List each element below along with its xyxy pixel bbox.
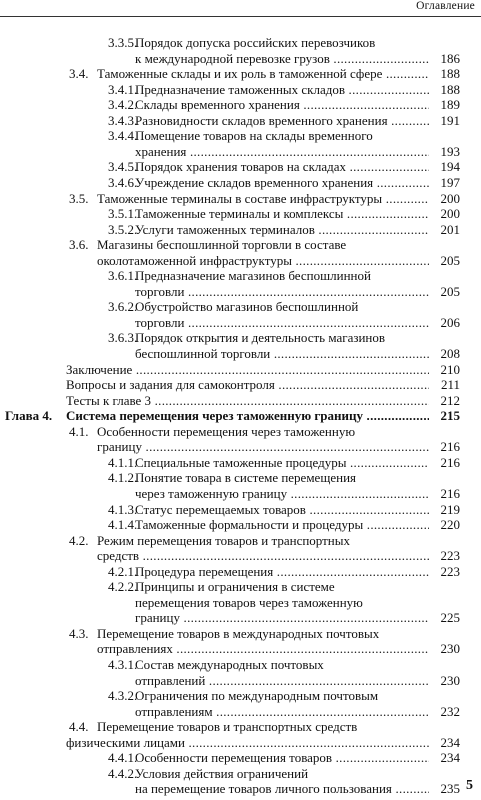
toc-entry xyxy=(0,704,481,720)
toc-entry-number: 3.4.3. xyxy=(108,112,138,128)
toc-entry-page: 210 xyxy=(429,362,460,378)
toc-entry-number: 4.1.3. xyxy=(108,501,138,517)
toc-entry xyxy=(0,191,481,207)
toc-entry xyxy=(0,144,481,160)
toc-entry-page: 191 xyxy=(429,113,460,129)
toc-entry-title: Таможенные формальности и процедуры ..... xyxy=(135,517,430,533)
toc-entry-page: 219 xyxy=(429,502,460,518)
toc-entry-title: Состав международных почтовых xyxy=(135,657,324,672)
toc-entry xyxy=(0,362,481,378)
toc-entry xyxy=(0,315,481,331)
toc-entry xyxy=(0,424,481,440)
toc-entry-number: Глава 4. xyxy=(5,408,53,424)
toc-entry xyxy=(0,626,481,642)
toc-entry xyxy=(0,533,481,549)
toc-entry-number: 4.1.4. xyxy=(108,517,138,533)
toc-entry xyxy=(0,377,481,393)
toc-entry-page: 223 xyxy=(429,564,460,580)
toc-entry-page: 189 xyxy=(429,97,460,113)
toc-entry-page: 215 xyxy=(429,408,460,424)
toc-entry-title: Предназначение таможенных складов ..... xyxy=(135,82,430,98)
toc-entry-page: 201 xyxy=(429,222,460,238)
toc-entry xyxy=(0,673,481,689)
toc-entry xyxy=(0,735,481,751)
toc-entry-title: Система перемещения через таможенную границу ..... xyxy=(66,408,430,424)
toc-entry-title: Особенности перемещения через таможенную xyxy=(97,423,356,439)
toc-entry xyxy=(0,688,481,704)
toc-entry xyxy=(0,284,481,300)
toc-entry-number: 4.3.1. xyxy=(108,657,138,672)
toc-entry-number: 3.4.1. xyxy=(108,81,138,97)
toc-entry-title: отправлениям ..... xyxy=(135,704,430,720)
toc-entry xyxy=(0,159,481,175)
toc-entry xyxy=(0,408,481,424)
toc-entry-page: 223 xyxy=(429,548,460,564)
toc-entry-title: Таможенные терминалы в составе инфраструктуры ..... xyxy=(97,191,430,207)
toc-entry-title: перемещения товаров через таможенную xyxy=(135,594,363,610)
toc-entry-page: 232 xyxy=(429,704,460,720)
toc-entry-title: Склады временного хранения ..... xyxy=(135,97,430,113)
toc-entry-page: 235 xyxy=(429,781,460,797)
toc-entry-page: 188 xyxy=(429,82,460,98)
toc-entry-title: околотаможенной инфраструктуры ..... xyxy=(97,253,430,269)
toc-entry-number: 4.2.1. xyxy=(108,563,138,579)
toc-entry-page: 188 xyxy=(429,66,460,82)
toc-entry-number: 3.4.4. xyxy=(108,128,138,144)
toc-entry-number: 3.5. xyxy=(69,190,89,206)
toc-entry-page: 216 xyxy=(429,486,460,502)
toc-entry xyxy=(0,51,481,67)
toc-entry xyxy=(0,35,481,51)
toc-entry-title: Учреждение складов временного хранения ..... xyxy=(135,175,430,191)
toc-entry-page: 234 xyxy=(429,750,460,766)
toc-entry xyxy=(0,548,481,564)
toc-entry-title: на перемещение товаров личного пользования ..... xyxy=(135,781,430,797)
toc-entry-title: Перемещение товаров и транспортных средств xyxy=(97,719,358,735)
toc-entry xyxy=(0,641,481,657)
toc-entry-number: 3.5.1. xyxy=(108,206,138,222)
toc-entry xyxy=(0,470,481,486)
toc-entry-page: 230 xyxy=(429,673,460,689)
toc-entry-page: 234 xyxy=(429,735,460,751)
toc-entry-title: Режим перемещения товаров и транспортных xyxy=(97,532,350,548)
toc-entry-title: торговли ..... xyxy=(135,315,430,331)
toc-entry-title: Вопросы и задания для самоконтроля ..... xyxy=(66,377,430,393)
toc-entry xyxy=(0,253,481,269)
toc-entry-number: 3.4.2. xyxy=(108,97,138,113)
toc-entry-title: Статус перемещаемых товаров ..... xyxy=(135,502,430,518)
toc-entry-title: Особенности перемещения товаров ..... xyxy=(135,750,430,766)
toc-entry-page: 186 xyxy=(429,51,460,67)
toc-entry-page: 194 xyxy=(429,159,460,175)
toc-entry-page: 205 xyxy=(429,253,460,269)
toc-entry xyxy=(0,486,481,502)
toc-entry-title: через таможенную границу ..... xyxy=(135,486,430,502)
toc-entry xyxy=(0,502,481,518)
toc-entry-number: 3.6. xyxy=(69,237,89,253)
toc-entry-page: 205 xyxy=(429,284,460,300)
toc-entry xyxy=(0,66,481,82)
toc-entry-title: к международной перевозке грузов ..... xyxy=(135,51,430,67)
toc-entry-title: торговли ..... xyxy=(135,284,430,300)
toc-entry xyxy=(0,517,481,533)
toc-entry xyxy=(0,128,481,144)
toc-entry-title: Принципы и ограничения в системе xyxy=(135,579,335,595)
toc-entry-title: Порядок открытия и деятельность магазинов xyxy=(135,330,386,346)
toc-entry xyxy=(0,393,481,409)
toc-entry-number: 4.4.1. xyxy=(108,750,138,766)
toc-entry xyxy=(0,346,481,362)
toc-entry-page: 220 xyxy=(429,517,460,533)
toc-entry-number: 4.1.2. xyxy=(108,470,138,486)
toc-entry-title: Услуги таможенных терминалов ..... xyxy=(135,222,430,238)
toc-entry xyxy=(0,97,481,113)
page-number: 5 xyxy=(466,778,473,793)
toc-entry xyxy=(0,175,481,191)
toc-entry-number: 3.6.2. xyxy=(108,299,138,315)
toc-entry-title: физическими лицами ..... xyxy=(66,735,430,751)
toc-entry-title: средств ..... xyxy=(97,548,430,564)
toc-entry-page: 230 xyxy=(429,641,460,657)
toc-entry xyxy=(0,299,481,315)
toc-entry xyxy=(0,222,481,238)
toc-entry-title: границу ..... xyxy=(135,610,430,626)
toc-entry-page: 197 xyxy=(429,175,460,191)
toc-entry xyxy=(0,781,481,797)
toc-entry-number: 4.3.2. xyxy=(108,688,138,704)
toc-entry-title: Таможенные склады и их роль в таможенной сфере ..... xyxy=(97,66,430,82)
toc-entry-page: 193 xyxy=(429,144,460,160)
toc-entry-number: 4.1. xyxy=(69,423,89,439)
toc-entry-number: 3.6.3. xyxy=(108,330,138,346)
toc-entry xyxy=(0,455,481,471)
toc-entry-number: 4.3. xyxy=(69,625,89,641)
toc-entry xyxy=(0,82,481,98)
toc-entry-number: 4.1.1. xyxy=(108,454,138,470)
toc-entry-page: 200 xyxy=(429,206,460,222)
toc-entry-number: 4.4. xyxy=(69,719,89,735)
toc-entry-page: 225 xyxy=(429,610,460,626)
toc-entry-page: 211 xyxy=(429,377,460,393)
toc-entry xyxy=(0,439,481,455)
toc-entry-title: Порядок хранения товаров на складах ..... xyxy=(135,159,430,175)
toc-entry-title: границу ..... xyxy=(97,439,430,455)
toc-entry xyxy=(0,206,481,222)
toc-entry xyxy=(0,719,481,735)
toc-entry xyxy=(0,595,481,611)
toc-entry xyxy=(0,268,481,284)
toc-entry-title: Перемещение товаров в международных почтовых xyxy=(97,625,380,641)
toc-entry xyxy=(0,579,481,595)
toc-entry-title: Тесты к главе 3 ..... xyxy=(66,393,430,409)
toc-entry-title: Обустройство магазинов беспошлинной xyxy=(135,299,359,315)
toc-entry-title: Магазины беспошлинной торговли в составе xyxy=(97,237,347,253)
toc-entry-title: Порядок допуска российских перевозчиков xyxy=(135,35,376,50)
toc-entry-title: отправлениях ..... xyxy=(97,641,430,657)
toc-entry-title: Предназначение магазинов беспошлинной xyxy=(135,268,371,284)
toc-entry-page: 200 xyxy=(429,191,460,207)
toc-entry-title: Помещение товаров на склады временного xyxy=(135,128,373,144)
toc-entry-number: 3.3.5. xyxy=(108,35,138,50)
toc-entry xyxy=(0,237,481,253)
toc-entry-page: 212 xyxy=(429,393,460,409)
toc-entry-title: хранения ..... xyxy=(135,144,430,160)
toc-entry-page: 208 xyxy=(429,346,460,362)
toc-entry-title: беспошлинной торговли ..... xyxy=(135,346,430,362)
toc-entry-page: 216 xyxy=(429,455,460,471)
toc-entry-number: 3.4.6. xyxy=(108,174,138,190)
toc-entry-page: 206 xyxy=(429,315,460,331)
toc-entry xyxy=(0,766,481,782)
toc-entry-number: 3.4. xyxy=(69,66,89,82)
toc-entry-number: 3.6.1. xyxy=(108,268,138,284)
toc-entry xyxy=(0,113,481,129)
toc-entry-number: 4.4.2. xyxy=(108,765,138,781)
toc-entry-number: 4.2.2. xyxy=(108,579,138,595)
toc-entry-number: 3.5.2. xyxy=(108,221,138,237)
toc-entry-title: Ограничения по международным почтовым xyxy=(135,688,379,704)
toc-entry-number: 4.2. xyxy=(69,532,89,548)
toc-entry-title: Процедура перемещения ..... xyxy=(135,564,430,580)
toc-entry-title: Понятие товара в системе перемещения xyxy=(135,470,356,486)
toc-entry-title: Таможенные терминалы и комплексы ..... xyxy=(135,206,430,222)
toc-entry xyxy=(0,750,481,766)
toc-entry-page: 216 xyxy=(429,439,460,455)
toc-entry xyxy=(0,330,481,346)
toc-entry-title: Специальные таможенные процедуры ..... xyxy=(135,455,430,471)
toc-entry-title: Заключение ..... xyxy=(66,362,430,378)
toc-entry-title: Условия действия ограничений xyxy=(135,765,309,781)
toc-entry xyxy=(0,610,481,626)
toc-entry-title: отправлений ..... xyxy=(135,673,430,689)
toc-entry-title: Разновидности складов временного хранения ..... xyxy=(135,113,430,129)
running-header xyxy=(0,0,481,17)
toc-entry xyxy=(0,564,481,580)
toc-entry xyxy=(0,657,481,673)
toc-entry-number: 3.4.5. xyxy=(108,159,138,175)
running-header-title: Оглавление xyxy=(416,0,475,12)
